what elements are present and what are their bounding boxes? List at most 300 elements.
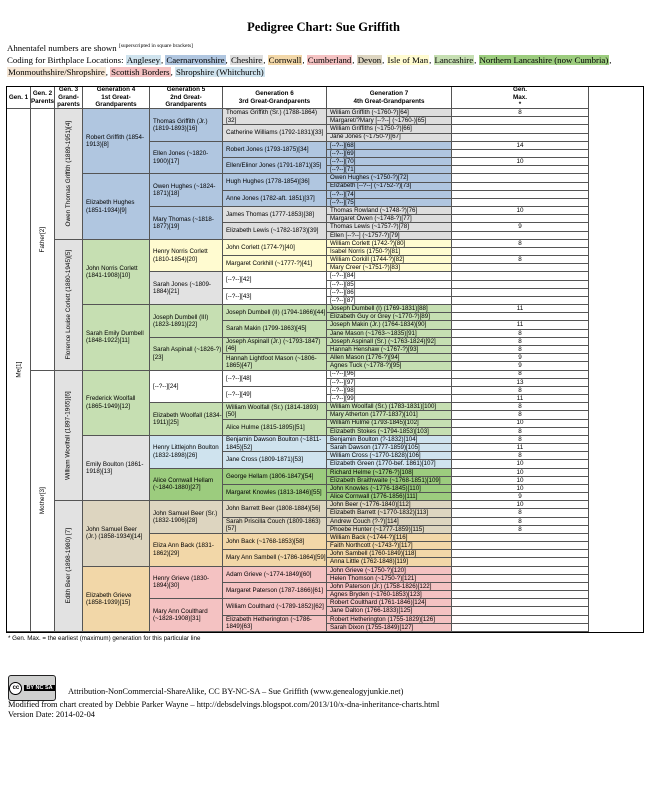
intro-sup: [superscripted in square brackets] — [118, 43, 193, 49]
gen4-name: Elizabeth Hughes (1851-1934)[9] — [86, 199, 135, 214]
location-legend: Coding for Birthplace Locations: Anglesey, Caernarvonshire, Cheshire, Cornwall, Cumberland, Devon, Isle of Man, Lancashire, Northern Lancashire (now Cumbria), Monmouthshire/Shropshire, Scottish Borders, Shropshire (Whitchurch) — [7, 54, 612, 77]
gen7-cell — [327, 469, 452, 477]
gen6-name: [--?--][42] — [226, 276, 252, 284]
gen3-cell — [55, 109, 83, 240]
gen7-cell — [327, 297, 452, 305]
gen-max-cell — [452, 509, 589, 517]
gen7-cell — [327, 411, 452, 419]
gen7-cell — [327, 509, 452, 517]
gen7-name: Andrew Couch (?-?)[114] — [330, 517, 399, 525]
gen7-name: Elizabeth [--?--] (~1752-?)[73] — [330, 182, 412, 190]
gen7-cell — [327, 542, 452, 550]
license-badge — [8, 675, 56, 701]
gen5-cell — [150, 534, 223, 567]
header-col-3 — [55, 87, 83, 109]
location-11: Shropshire (Whitchurch) — [175, 66, 264, 77]
gen-max-cell — [452, 607, 589, 615]
gen-max-cell — [452, 142, 589, 150]
gen4-cell — [83, 501, 150, 566]
gen5-name: Eliza Ann Back (1831-1862)[29] — [153, 542, 214, 557]
gen7-cell — [327, 305, 452, 313]
gen4-name: Frederick Woolfall (1865-1949)[12] — [86, 395, 136, 410]
header-text: Gen. 1 — [8, 93, 29, 101]
gen7-cell — [327, 313, 452, 321]
gen-max-cell — [452, 558, 589, 566]
gen7-cell — [327, 362, 452, 370]
gen7-name: John Grieve (~1750-?)[120] — [330, 566, 406, 574]
gen-max-cell — [452, 518, 589, 526]
gen7-name: [--?--][70] — [330, 158, 356, 165]
credit-line-2: Modified from chart created by Debbie Parker Wayne – http://debsdelvings.blogspot.com/2013/10/x-dna-inheritance-charts.html — [8, 700, 440, 709]
gen6-cell — [223, 485, 327, 501]
location-3: Cornwall — [268, 54, 302, 65]
header-col-2 — [31, 87, 55, 109]
gen4-name: John Norris Corlett (1841-1908)[10] — [86, 264, 138, 279]
gen6-name: Sarah Makin (1799-1863)[45] — [226, 325, 307, 333]
gen7-cell — [327, 428, 452, 436]
location-5: Devon — [357, 54, 382, 65]
gen5-name: Joseph Dumbell (III) (1823-1891)[22] — [153, 313, 209, 328]
header-col-6 — [223, 87, 327, 109]
header-col-1 — [7, 87, 31, 109]
gen7-cell — [327, 607, 452, 615]
header-text: Generation 6 — [255, 90, 294, 97]
gen-max-value: 9 — [518, 354, 522, 362]
header-text: Parents — [31, 97, 55, 105]
gen6-cell — [223, 436, 327, 452]
gen7-cell — [327, 354, 452, 362]
gen-max-cell — [452, 199, 589, 207]
gen7-name: Margaret/?Mary [--?--] (~1760-)[65] — [330, 117, 427, 125]
gen-max-cell — [452, 223, 589, 231]
gen7-cell — [327, 534, 452, 542]
gen-max-cell — [452, 330, 589, 338]
gen-max-cell — [452, 493, 589, 501]
gen-max-value: 8 — [518, 370, 522, 378]
gen6-cell — [223, 142, 327, 158]
gen6-name: Elizabeth Hetherington (~1786-1849)[63] — [226, 616, 312, 631]
gen6-cell — [223, 371, 327, 387]
gen-max-cell — [452, 272, 589, 280]
gen5-cell — [150, 240, 223, 273]
gen4-name: Emily Boulton (1861-1918)[13] — [86, 460, 144, 476]
location-2: Cheshire — [230, 54, 263, 65]
gen7-cell — [327, 134, 452, 142]
header-col-5 — [150, 87, 223, 109]
gen7-name: Helen Thomson (~1750-?)[121] — [330, 574, 417, 582]
gen4-cell — [83, 174, 150, 239]
gen5-cell — [150, 142, 223, 175]
location-8: Northern Lancashire (now Cumbria) — [479, 54, 609, 65]
gen6-cell — [223, 158, 327, 174]
gen4-cell — [83, 567, 150, 632]
gen6-name: Margaret Paterson (1787-1866)[61] — [226, 586, 323, 594]
gen6-cell — [223, 420, 327, 436]
gen7-cell — [327, 207, 452, 215]
gen7-name: [--?--][69] — [330, 149, 356, 157]
gen7-name: Isabel Norris (1750-?)[81] — [330, 247, 401, 255]
gen7-cell — [327, 550, 452, 558]
gen6-name: Joseph Aspinall (Jr.) (~1793-1847)[46] — [226, 338, 321, 353]
gen7-name: Mary Atherton (1777-1837)[101] — [330, 411, 418, 419]
gen6-cell — [223, 223, 327, 239]
gen-max-cell — [452, 526, 589, 534]
gen7-cell — [327, 477, 452, 485]
gen6-cell — [223, 256, 327, 272]
gen6-name: Anne Jones (1782-aft. 1851)[37] — [226, 194, 315, 202]
gen6-cell — [223, 240, 327, 256]
gen6-cell — [223, 174, 327, 190]
header-text: Gen. 2 — [32, 90, 53, 97]
page-title: Pedigree Chart: Sue Griffith — [247, 20, 400, 34]
header-text: 4th Great-Grandparents — [353, 97, 425, 105]
gen5-name: Sarah Jones (~1809-1884)[21] — [153, 280, 211, 296]
gen-max-cell — [452, 248, 589, 256]
gen7-cell — [327, 150, 452, 158]
gen7-name: Richard Helme (~1776-?)[108] — [330, 468, 414, 476]
gen7-name: Benjamin Boulton (?-1832)[104] — [330, 435, 418, 443]
gen-max-value: 10 — [516, 501, 524, 509]
gen7-name: [--?--][86] — [330, 288, 356, 296]
gen-max-value: 8 — [518, 256, 522, 264]
gen7-name: Robert Hetherington (1755-1829)[126] — [330, 615, 435, 623]
gen-max-cell — [452, 158, 589, 166]
gen6-name: Alice Hulme (1815-1895)[51] — [226, 423, 305, 431]
gen6-name: Sarah Priscilla Couch (1809-1863)[57] — [226, 517, 321, 533]
gen6-name: Margaret Corkhill (~1777-?)[41] — [226, 260, 313, 268]
gen7-name: Sarah Dixon (1755-1849)[127] — [330, 623, 414, 631]
gen-max-value: 8 — [518, 403, 522, 411]
gen3-name: Owen Thomas Griffith (1889-1951)[4] — [64, 121, 72, 227]
gen6-name: Benjamin Dawson Boulton (~1811-1845)[52] — [226, 436, 322, 451]
gen6-cell — [223, 289, 327, 305]
gen-max-cell — [452, 362, 589, 370]
gen7-cell — [327, 166, 452, 174]
gen7-cell — [327, 518, 452, 526]
location-6: Isle of Man — [387, 54, 429, 65]
gen7-cell — [327, 583, 452, 591]
intro-text: Ahnentafel numbers are shown — [7, 42, 117, 53]
gen2-cell — [31, 371, 55, 633]
gen7-cell — [327, 379, 452, 387]
gen6-name: Adam Grieve (~1774-1849)[60] — [226, 570, 312, 578]
gen-max-cell — [452, 232, 589, 240]
gen7-cell — [327, 501, 452, 509]
gen-max-cell — [452, 599, 589, 607]
gen-max-value: 10 — [516, 468, 524, 476]
gen7-cell — [327, 109, 452, 117]
gen7-cell — [327, 215, 452, 223]
gen6-cell — [223, 501, 327, 517]
gen5-cell — [150, 371, 223, 404]
gen7-cell — [327, 403, 452, 411]
gen5-cell — [150, 174, 223, 207]
gen-max-cell — [452, 591, 589, 599]
gen-max-value: 13 — [516, 378, 524, 386]
gen-max-cell — [452, 542, 589, 550]
gen-max-cell — [452, 534, 589, 542]
gen-max-value: 9 — [518, 223, 522, 231]
gen7-name: [--?--][98] — [330, 386, 356, 394]
gen3-name: Edith Beer (1898-1980) [7] — [64, 528, 72, 604]
gen7-name: William Woolfall (Sr.) (1783-1831)[100] — [330, 403, 437, 411]
gen7-cell — [327, 248, 452, 256]
gen7-name: John Beer (~1776-1840)[112] — [330, 501, 411, 509]
gen-max-cell — [452, 379, 589, 387]
gen3-cell — [55, 501, 83, 632]
gen-max-value: 8 — [518, 452, 522, 460]
gen6-name: Thomas Griffith (Sr.) (1788-1864)[32] — [226, 109, 318, 124]
gen6-cell — [223, 125, 327, 141]
gen6-cell — [223, 207, 327, 223]
gen7-cell — [327, 420, 452, 428]
location-0: Anglesey — [126, 54, 160, 65]
gen7-cell — [327, 591, 452, 599]
gen2-name: Mother[3] — [38, 487, 46, 515]
gen2-name: Father[2] — [38, 226, 46, 253]
gen-max-cell — [452, 125, 589, 133]
gen6-name: Mary Ann Sambell (~1786-1864)[59] — [226, 554, 326, 562]
gen5-name: Mary Ann Coulthard (~1828-1908)[31] — [153, 607, 208, 623]
gen7-name: Mary Creer (~1751-?)[83] — [330, 264, 400, 272]
gen7-cell — [327, 321, 452, 329]
gen-max-value: 8 — [518, 411, 522, 419]
gen-max-value: 8 — [518, 345, 522, 353]
gen5-cell — [150, 599, 223, 632]
gen-max-cell — [452, 395, 589, 403]
gen-max-cell — [452, 477, 589, 485]
gen-max-cell — [452, 550, 589, 558]
cc-icon: cc — [9, 682, 22, 695]
gen-max-cell — [452, 321, 589, 329]
gen6-name: Margaret Knowles (1813-1846)[55] — [226, 488, 322, 496]
gen7-name: [--?--][84] — [330, 272, 356, 280]
gen6-name: William Coulthard (~1789-1852)[62] — [226, 603, 324, 611]
gen4-cell — [83, 305, 150, 370]
gen-max-value: 8 — [518, 386, 522, 394]
gen7-name: Thomas Lewis (~1757-?)[78] — [330, 223, 409, 231]
gen7-name: Jane Mason (~1763-~1835)[91] — [330, 329, 417, 337]
gen6-cell — [223, 550, 327, 566]
gen7-name: [--?--][97] — [330, 378, 356, 386]
license-type: BY NC SA — [26, 685, 53, 691]
gen-max-cell — [452, 444, 589, 452]
gen5-cell — [150, 469, 223, 502]
header-text: Gen. — [513, 87, 527, 94]
gen-max-cell — [452, 183, 589, 191]
gen-max-cell — [452, 256, 589, 264]
gen-max-cell — [452, 354, 589, 362]
gen7-name: William Griffith (~1760-?)[64] — [330, 109, 409, 116]
location-9: Monmouthshire/Shropshire — [8, 66, 105, 77]
gen7-name: Anna Little (1762-1848)[119] — [330, 558, 408, 566]
gen5-cell — [150, 272, 223, 305]
gen7-name: Jane Jones (~1750-?)[67] — [330, 133, 401, 141]
gen-max-value: 8 — [518, 435, 522, 443]
gen5-cell — [150, 501, 223, 534]
gen7-cell — [327, 117, 452, 125]
gen6-name: Elizabeth Lewis (~1782-1873)[39] — [226, 227, 319, 235]
gen7-name: Sarah Dawson (1777-1859)[105] — [330, 444, 420, 451]
gen6-name: Jane Cross (1809-1871)[53] — [226, 456, 304, 464]
gen7-name: William Corlett (1742-?)[80] — [330, 239, 406, 247]
gen3-name: Florence Louise Corlett (1880-1945)[5] — [64, 249, 72, 360]
gen7-cell — [327, 338, 452, 346]
gen-max-cell — [452, 207, 589, 215]
gen7-cell — [327, 395, 452, 403]
gen6-name: Hugh Hughes (1778-1854)[36] — [226, 178, 310, 186]
gen6-cell — [223, 109, 327, 125]
gen5-cell — [150, 109, 223, 142]
gen-max-cell — [452, 485, 589, 493]
gen7-name: William Corkill (1744-?)[82] — [330, 256, 405, 264]
gen7-cell — [327, 191, 452, 199]
header-text: Max. — [513, 93, 527, 101]
gen7-cell — [327, 272, 452, 280]
header-text: parents — [57, 101, 80, 109]
gen6-name: Hannah Lightfoot Mason (~1806-1865)[47] — [226, 354, 317, 369]
gen-max-value: 8 — [518, 329, 522, 337]
gen6-cell — [223, 305, 327, 321]
gen5-cell — [150, 403, 223, 436]
gen7-cell — [327, 183, 452, 191]
header-text: 3rd Great-Grandparents — [238, 97, 311, 105]
gen-max-cell — [452, 387, 589, 395]
gen7-cell — [327, 142, 452, 150]
gen7-cell — [327, 264, 452, 272]
header-text: 2nd Great-Grandparents — [165, 93, 207, 109]
gen7-cell — [327, 240, 452, 248]
gen-max-value: 9 — [518, 493, 522, 501]
gen7-name: William Hulme (1793-1845)[102] — [330, 419, 419, 427]
gen7-cell — [327, 346, 452, 354]
gen3-cell — [55, 240, 83, 371]
gen5-name: Owen Hughes (~1824-1871)[18] — [153, 182, 216, 198]
footnote: * Gen. Max. = the earliest (maximum) generation for this particular line — [8, 635, 201, 642]
gen7-cell — [327, 174, 452, 182]
gen7-name: John Sambell (1760-1849)[118] — [330, 550, 417, 558]
gen5-name: Elizabeth Woolfall (1834-1911)[25] — [153, 411, 222, 427]
gen5-name: Thomas Griffith (Jr.) (1819-1893)[16] — [153, 117, 208, 132]
gen7-name: John Knowles (~1776-1845)[110] — [330, 484, 421, 492]
gen-max-value: 9 — [518, 362, 522, 370]
gen1-name: Me[1] — [14, 362, 22, 378]
gen-max-cell — [452, 616, 589, 624]
gen6-cell — [223, 403, 327, 419]
gen1-cell — [7, 109, 31, 632]
gen5-cell — [150, 567, 223, 600]
gen-max-cell — [452, 583, 589, 591]
gen7-name: John Paterson (Jr.) (1758-1826)[122] — [330, 582, 432, 590]
gen7-cell — [327, 199, 452, 207]
gen4-cell — [83, 240, 150, 305]
gen-max-cell — [452, 281, 589, 289]
gen-max-cell — [452, 240, 589, 248]
gen7-cell — [327, 256, 452, 264]
gen7-name: Phoebe Hunter (~1777-1859)[115] — [330, 525, 424, 533]
gen7-cell — [327, 281, 452, 289]
header-text: Generation 7 — [369, 90, 409, 97]
gen7-cell — [327, 558, 452, 566]
header-text: Generation 4 — [96, 87, 136, 94]
header-text: 1st Great-Grandparents — [95, 93, 137, 109]
gen5-name: Henry Littlejohn Boulton (1832-1898)[26] — [153, 444, 219, 459]
header-text: Generation 5 — [166, 87, 206, 94]
gen4-cell — [83, 436, 150, 501]
gen6-name: George Hellam (1806-1847)[54] — [226, 472, 314, 480]
gen-max-value: 8 — [518, 509, 522, 517]
gen5-cell — [150, 338, 223, 371]
gen7-name: Ellen [--?--] (~1757-?)[79] — [330, 231, 400, 239]
gen4-cell — [83, 371, 150, 436]
gen7-name: [--?--][87] — [330, 296, 356, 304]
gen7-name: [--?--][96] — [330, 370, 356, 378]
gen7-name: William Griffiths (~1750-?)[66] — [330, 125, 412, 133]
pedigree-chart — [6, 86, 644, 633]
gen7-name: Elizabeth Braithwaite (~1768-1851)[109] — [330, 476, 441, 484]
header-text: Grand- — [58, 93, 79, 101]
gen7-name: Elizabeth Barrett (~1770-1832)[113] — [330, 509, 429, 517]
gen6-name: Robert Jones (1793-1875)[34] — [226, 145, 309, 153]
gen5-name: Mary Thomas (~1818-1877)[19] — [153, 215, 214, 230]
gen7-cell — [327, 485, 452, 493]
gen6-cell — [223, 518, 327, 534]
gen-max-cell — [452, 215, 589, 223]
gen-max-value: 8 — [518, 517, 522, 525]
gen5-name: Ellen Jones (~1820-1900)[17] — [153, 150, 209, 165]
gen7-cell — [327, 567, 452, 575]
gen7-name: [--?--][71] — [330, 166, 356, 174]
gen7-cell — [327, 330, 452, 338]
gen-max-value: 11 — [516, 444, 524, 451]
gen6-cell — [223, 599, 327, 615]
gen7-cell — [327, 232, 452, 240]
gen-max-cell — [452, 411, 589, 419]
gen7-cell — [327, 493, 452, 501]
header-text: Gen. 3 — [58, 87, 79, 94]
gen-max-cell — [452, 575, 589, 583]
gen-max-value: 10 — [516, 460, 524, 468]
gen6-name: Catherine Williams (1792-1831)[33] — [226, 129, 324, 137]
gen-max-cell — [452, 567, 589, 575]
gen7-name: Alice Cornwall (1776-1856)[111] — [330, 493, 418, 501]
gen7-cell — [327, 452, 452, 460]
gen7-cell — [327, 616, 452, 624]
gen7-name: [--?--][68] — [330, 141, 356, 149]
gen6-name: [--?--][48] — [226, 374, 252, 382]
gen-max-cell — [452, 436, 589, 444]
gen5-cell — [150, 207, 223, 240]
gen7-name: [--?--][74] — [330, 190, 356, 198]
gen-max-value: 10 — [516, 207, 524, 214]
gen7-cell — [327, 599, 452, 607]
gen7-name: Owen Hughes (~1750-?)[72] — [330, 174, 409, 182]
gen-max-value: 8 — [518, 525, 522, 533]
gen5-name: [--?--][24] — [153, 382, 179, 390]
gen-max-cell — [452, 289, 589, 297]
gen5-cell — [150, 436, 223, 469]
gen5-name: John Samuel Beer (Sr.) (1832-1906)[28] — [153, 509, 218, 525]
header-col-4 — [83, 87, 150, 109]
gen-max-cell — [452, 371, 589, 379]
gen-max-value: 11 — [516, 321, 524, 329]
gen-max-cell — [452, 624, 589, 632]
gen-max-value: 11 — [516, 395, 524, 402]
gen-max-value: 8 — [518, 239, 522, 247]
gen7-name: Joseph Aspinall (Sr.) (~1763-1824)[92] — [330, 337, 436, 345]
gen7-name: Joseph Dumbell (I) (1769-1831)[88] — [330, 305, 428, 313]
gen7-name: Jane Dalton (1766-1833)[125] — [330, 607, 413, 615]
